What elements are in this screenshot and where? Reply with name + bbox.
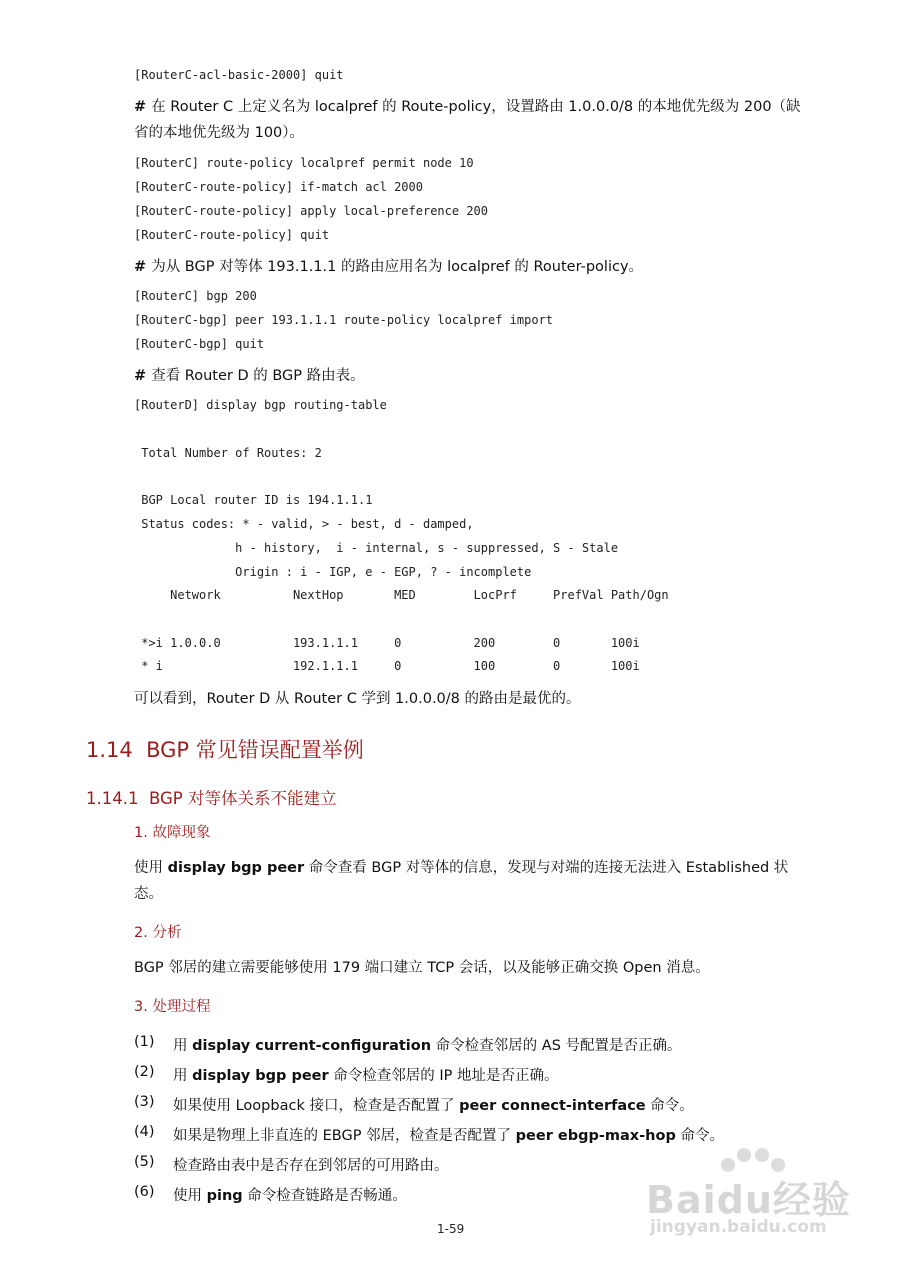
- procedure-step: (5): [134, 1154, 155, 1170]
- code-line: *>i 1.0.0.0 193.1.1.1 0 200 0 100i: [134, 636, 640, 650]
- code-line: [RouterC-bgp] peer 193.1.1.1 route-policy localpref import: [134, 313, 554, 327]
- procedure-step-text: 用 display bgp peer 命令检查邻居的 IP 地址是否正确。: [173, 1068, 559, 1084]
- code-line: BGP Local router ID is 194.1.1.1: [134, 493, 373, 507]
- conclusion-text: 可以看到，Router D 从 Router C 学到 1.0.0.0/8 的路由是最优的。: [134, 691, 581, 707]
- code-line: Origin : i - IGP, e - EGP, ? - incomplete: [134, 565, 532, 579]
- code-line: [RouterC] bgp 200: [134, 289, 257, 303]
- comment-line: # 在 Router C 上定义名为 localpref 的 Route-policy，设置路由 1.0.0.0/8 的本地优先级为 200（缺: [134, 99, 801, 115]
- subsection-heading: 1.14.1 BGP 对等体关系不能建立: [86, 789, 337, 808]
- procedure-heading: 3. 处理过程: [134, 999, 211, 1015]
- code-line: Network NextHop MED LocPrf PrefVal Path/Ogn: [134, 588, 669, 602]
- section-heading: 1.14 BGP 常见错误配置举例: [86, 738, 364, 762]
- procedure-step: (2): [134, 1064, 155, 1080]
- code-line: h - history, i - internal, s - suppressed, S - Stale: [134, 541, 619, 555]
- code-line: [RouterC-bgp] quit: [134, 337, 265, 351]
- code-line: Status codes: * - valid, > - best, d - damped,: [134, 517, 474, 531]
- comment-line: # 为从 BGP 对等体 193.1.1.1 的路由应用名为 localpref 的 Router-policy。: [134, 259, 644, 275]
- code-line: [RouterC-route-policy] apply local-preference 200: [134, 204, 489, 218]
- analysis-text: BGP 邻居的建立需要能够使用 179 端口建立 TCP 会话，以及能够正确交换 Open 消息。: [134, 960, 710, 976]
- code-line: [RouterC-acl-basic-2000] quit: [134, 68, 344, 82]
- comment-line: 省的本地优先级为 100）。: [134, 125, 305, 141]
- code-line: [RouterC-route-policy] quit: [134, 228, 330, 242]
- code-line: [RouterC-route-policy] if-match acl 2000: [134, 180, 423, 194]
- symptom-text-line2: 态。: [134, 886, 163, 902]
- symptom-text: 使用 display bgp peer 命令查看 BGP 对等体的信息，发现与对端的连接无法进入 Established 状: [134, 860, 789, 876]
- procedure-step: (3): [134, 1094, 155, 1110]
- code-line: Total Number of Routes: 2: [134, 446, 322, 460]
- analysis-heading: 2. 分析: [134, 925, 182, 941]
- procedure-step-text: 使用 ping 命令检查链路是否畅通。: [173, 1188, 407, 1204]
- code-line: [RouterC] route-policy localpref permit node 10: [134, 156, 474, 170]
- procedure-step: (1): [134, 1034, 155, 1050]
- code-line: * i 192.1.1.1 0 100 0 100i: [134, 659, 640, 673]
- watermark-logo: Baidu经验: [646, 1178, 851, 1222]
- procedure-step-text: 如果是物理上非直连的 EBGP 邻居，检查是否配置了 peer ebgp-max-hop 命令。: [173, 1128, 724, 1144]
- code-line: [RouterD] display bgp routing-table: [134, 398, 387, 412]
- procedure-step-text: 如果使用 Loopback 接口，检查是否配置了 peer connect-interface 命令。: [173, 1098, 694, 1114]
- watermark-url: jingyan.baidu.com: [650, 1217, 827, 1237]
- procedure-step-text: 检查路由表中是否存在到邻居的可用路由。: [173, 1158, 449, 1174]
- page-number: 1-59: [437, 1222, 465, 1236]
- procedure-step: (4): [134, 1124, 155, 1140]
- symptom-heading: 1. 故障现象: [134, 825, 211, 841]
- baidu-jingyan-watermark: [628, 1145, 878, 1245]
- procedure-step-text: 用 display current-configuration 命令检查邻居的 AS 号配置是否正确。: [173, 1038, 682, 1054]
- comment-line: # 查看 Router D 的 BGP 路由表。: [134, 368, 365, 384]
- procedure-step: (6): [134, 1184, 155, 1200]
